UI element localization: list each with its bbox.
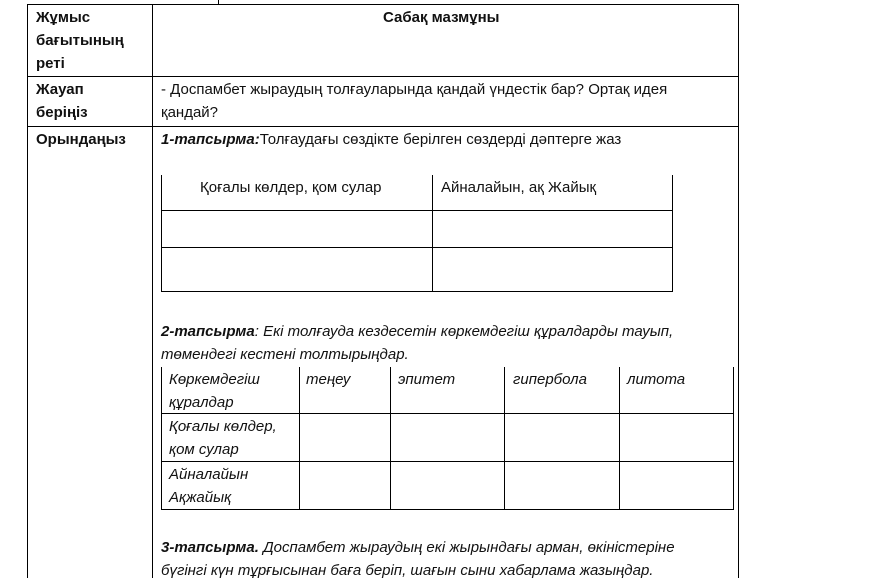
header-col1-line3: реті	[36, 55, 65, 72]
table2-bottom	[161, 509, 734, 510]
task3-line1	[161, 536, 675, 559]
task1-title: 1-тапсырма:	[161, 131, 260, 148]
table2-header-epitet: эпитет	[398, 371, 456, 388]
table2-col-line-1	[299, 367, 300, 510]
header-col2: Сабақ мазмұны	[383, 9, 500, 26]
answer-label-line1: Жауап	[36, 81, 84, 98]
top-border	[27, 4, 739, 5]
task3-line2: бүгінгі күн тұрғысынан баға беріп, шағын сыни хабарлама жазыңдар.	[161, 562, 654, 579]
table2-col-line-4	[619, 367, 620, 510]
table1-row-line-2	[161, 247, 673, 248]
answer-label-line2: беріңіз	[36, 104, 88, 121]
task1-text: Толғаудағы сөздікте берілген сөздерді дәптерге жаз	[259, 131, 622, 148]
table2-header-giperbola: гипербола	[513, 371, 587, 388]
table2-row-line-2	[161, 461, 734, 462]
table2-header-first-line2: құралдар	[169, 394, 234, 411]
table1-mid	[432, 175, 433, 292]
table-right-border	[738, 4, 739, 578]
column-divider	[152, 4, 153, 578]
table1-bottom	[161, 291, 673, 292]
header-col1-line2: бағытының	[36, 32, 124, 49]
top-stub	[218, 0, 219, 5]
table2-row1-line1: Қоғалы көлдер,	[169, 418, 277, 435]
task3-title: 3-тапсырма.	[161, 539, 259, 556]
do-label: Орындаңыз	[36, 131, 126, 148]
table1-row-line-1	[161, 210, 673, 211]
task3-text-1: Доспамбет жыраудың екі жырындағы арман, өкіністеріне	[258, 539, 675, 556]
table2-header-litota: литота	[627, 371, 686, 388]
row-divider-2	[27, 126, 739, 127]
table2-header-first-line1: Көркемдегіш	[169, 371, 260, 388]
table2-row2-line1: Айналайын	[169, 466, 249, 483]
task1-line	[161, 128, 621, 151]
table2-header-tenu: теңеу	[306, 371, 351, 388]
table2-col-line-3	[504, 367, 505, 510]
table2-left	[161, 367, 162, 510]
table1-header-1: Қоғалы көлдер, қом сулар	[200, 179, 382, 196]
header-col1-line1: Жұмыс	[36, 9, 91, 26]
row-divider-1	[27, 76, 739, 77]
table2-row1-line2: қом сулар	[169, 441, 239, 458]
table2-right	[733, 367, 734, 510]
task2-title: 2-тапсырма	[161, 323, 255, 340]
table2-col-line-2	[390, 367, 391, 510]
table-left-border	[27, 4, 28, 578]
table1-right	[672, 175, 673, 292]
table1-left	[161, 175, 162, 292]
answer-question-line1: - Доспамбет жыраудың толғауларында қандай үндестік бар? Ортақ идея	[161, 81, 668, 98]
table2-row2-line2: Ақжайық	[169, 489, 232, 506]
task2-line2: төмендегі кестені толтырыңдар.	[161, 346, 409, 363]
table2-row-line-1	[161, 413, 734, 414]
task2-line1	[161, 320, 673, 343]
table1-header-2: Айналайын, ақ Жайық	[441, 179, 597, 196]
answer-question-line2: қандай?	[161, 104, 219, 121]
task2-text-1: : Екі толғауда кездесетін көркемдегіш құралдарды тауып,	[254, 323, 674, 340]
